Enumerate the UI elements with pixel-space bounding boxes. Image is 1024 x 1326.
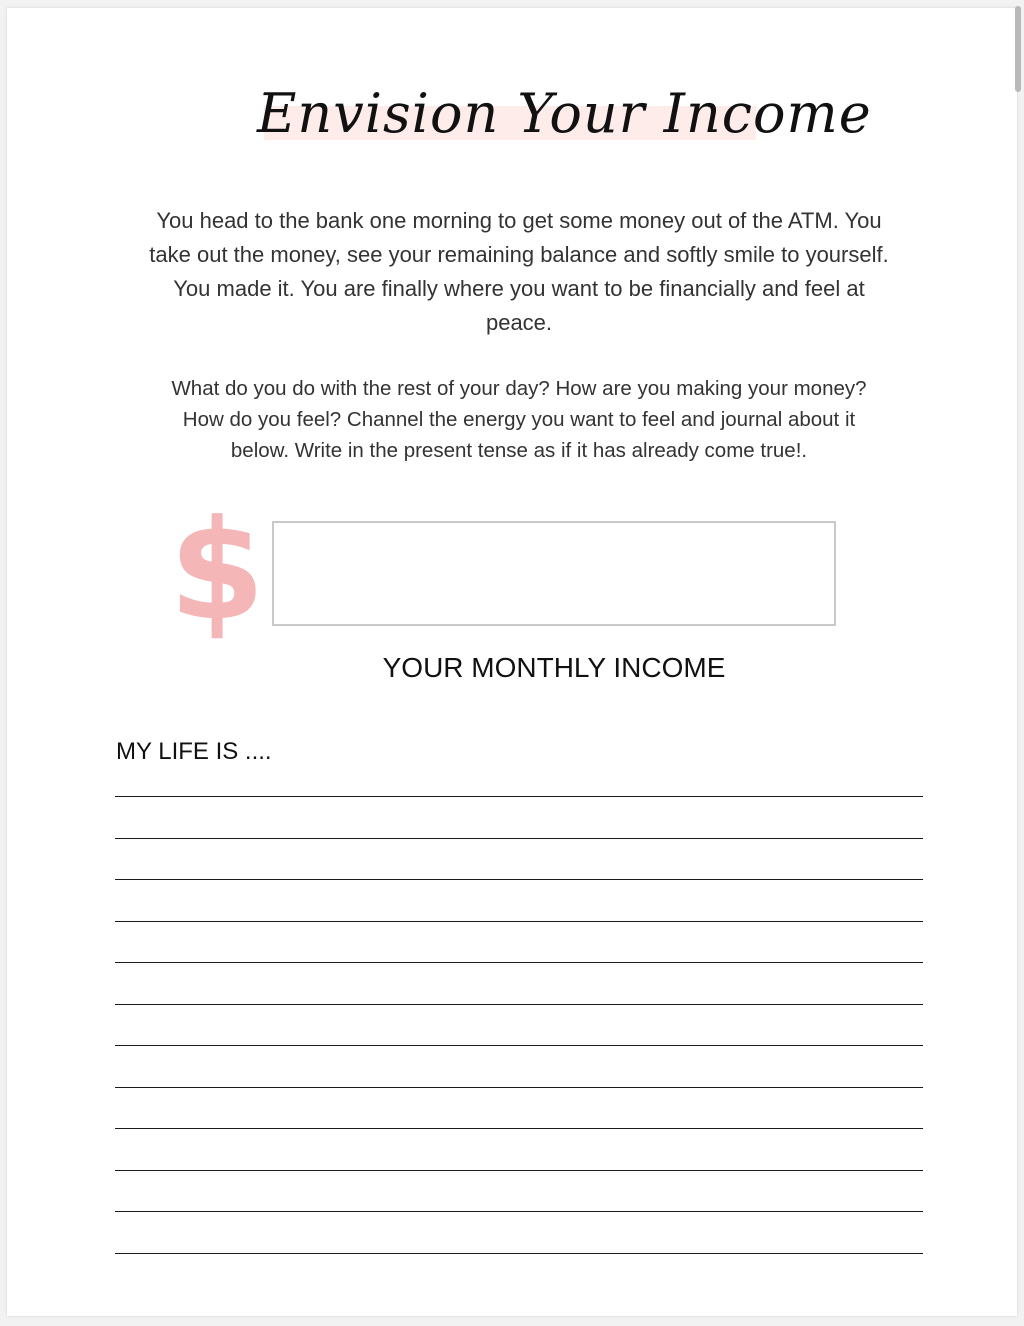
journal-line[interactable]: [115, 796, 923, 797]
intro-paragraph: You head to the bank one morning to get some money out of the ATM. You take out the money, see your remaining balance and softly smile to yourself. You made it. You are finally where you want to be financially and feel at peace.: [149, 208, 889, 335]
journal-line[interactable]: [115, 1170, 923, 1171]
scrollbar[interactable]: [1012, 0, 1024, 1326]
my-life-label: MY LIFE IS ....: [116, 738, 272, 765]
page-title: Envision Your Income: [257, 82, 872, 145]
journal-line[interactable]: [115, 879, 923, 880]
monthly-income-label: YOUR MONTHLY INCOME: [382, 652, 726, 683]
journal-prompt: What do you do with the rest of your day? How are you making your money? How do you feel? Channel the energy you want to feel and journal about it below. Write in the present tense as if it has already come true!.: [171, 377, 867, 462]
journal-line[interactable]: [115, 1211, 923, 1212]
journal-line[interactable]: [115, 838, 923, 839]
journal-line[interactable]: [115, 1087, 923, 1088]
scrollbar-thumb[interactable]: [1015, 6, 1021, 92]
dollar-icon: $: [169, 490, 266, 651]
journal-line[interactable]: [115, 921, 923, 922]
journal-line[interactable]: [115, 1004, 923, 1005]
worksheet-page: [7, 8, 1017, 1316]
journal-line[interactable]: [115, 1045, 923, 1046]
journal-line[interactable]: [115, 1253, 923, 1254]
journal-line[interactable]: [115, 962, 923, 963]
journal-lines[interactable]: [115, 8, 923, 1326]
journal-line[interactable]: [115, 1128, 923, 1129]
